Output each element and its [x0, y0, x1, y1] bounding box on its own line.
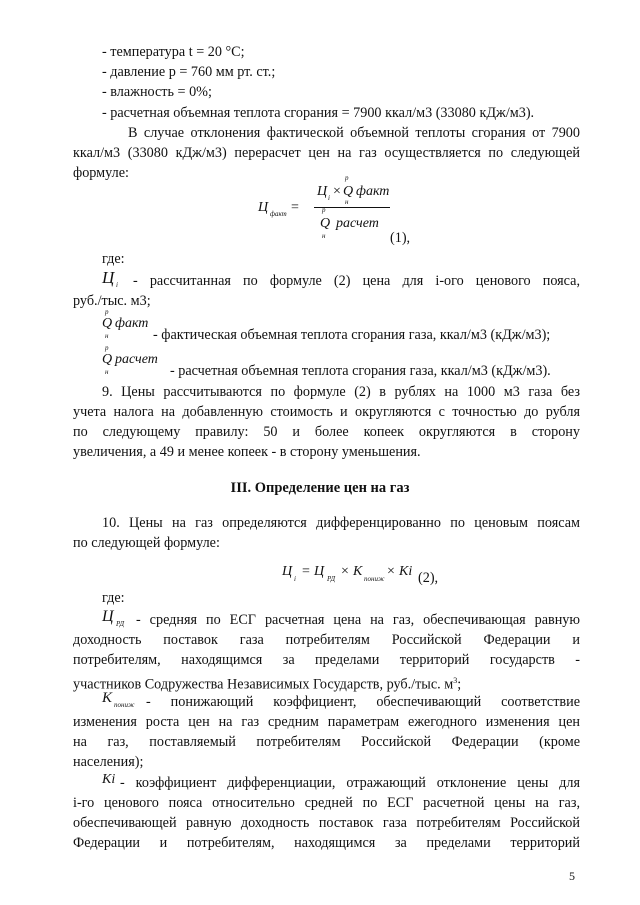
- def2-sub: н: [105, 332, 109, 340]
- where-label: где:: [102, 251, 125, 267]
- def4-line4-sup: 3: [453, 676, 458, 685]
- def1-text-line: - рассчитанная по формуле (2) цена для i-ого ценового пояса,: [133, 273, 580, 289]
- def2-sup: р: [105, 308, 109, 316]
- formula1-num-suffix: факт: [356, 184, 390, 199]
- def4-symbol: Ц: [102, 608, 114, 625]
- formula2-c-sub: РД: [327, 575, 336, 583]
- formula2-lhs-sub: i: [294, 575, 296, 583]
- formula2-ki: Ki: [399, 564, 413, 579]
- formula2-lhs: Ц: [282, 564, 293, 579]
- def3-suffix: расчет: [115, 352, 158, 367]
- def3-sup: р: [105, 344, 109, 352]
- def2-suffix: факт: [115, 316, 149, 331]
- def4-text-line: [73, 672, 461, 694]
- formula1-num-c: Ц: [317, 184, 328, 199]
- formula1-number: (1),: [390, 230, 411, 246]
- def3-text: - расчетная объемная теплота сгорания газа, ккал/м3 (кДж/м3).: [170, 363, 551, 379]
- def4-line4-text: участников Содружества Независимых Государств, руб./тыс. м: [73, 676, 454, 693]
- formula2-equals: =: [302, 564, 310, 579]
- paragraph-recalc-line: формуле:: [73, 165, 129, 181]
- def3-sub: н: [105, 368, 109, 376]
- formula1-den-q-sub: н: [322, 232, 326, 240]
- def6-text-line: - коэффициент дифференциации, отражающий отклонение цены для: [120, 775, 580, 791]
- def6-text-line: i-го ценового пояса относительно средней по ЕСГ расчетной цены на газ,: [73, 795, 580, 811]
- formula1-times: ×: [333, 184, 341, 199]
- def1-symbol-sub: i: [116, 281, 118, 289]
- formula1-num-c-sub: i: [328, 194, 330, 202]
- paragraph-recalc-line: В случае отклонения фактической объемной теплоты сгорания от 7900: [128, 125, 580, 141]
- where-label-2: где:: [102, 590, 125, 606]
- formula2-times-2: ×: [387, 564, 395, 579]
- formula1-num-q-sub: н: [345, 198, 349, 206]
- def2-text: - фактическая объемная теплота сгорания газа, ккал/м3 (кДж/м3);: [153, 327, 551, 343]
- section-heading: III. Определение цен на газ: [230, 480, 410, 496]
- list-item-pressure: - давление р = 760 мм рт. ст.;: [102, 64, 276, 80]
- def4-line4-end: ;: [457, 676, 462, 693]
- def1-text-line: руб./тыс. м3;: [73, 293, 151, 309]
- def5-text-line: - понижающий коэффициент, обеспечивающий соответствие: [146, 694, 580, 710]
- def4-symbol-sub: РД: [116, 620, 125, 628]
- def2-symbol: Q: [102, 316, 113, 331]
- page-number: 5: [569, 869, 575, 883]
- list-item-humidity: - влажность = 0%;: [102, 84, 212, 100]
- formula2-c: Ц: [314, 564, 325, 579]
- list-item-calorific: - расчетная объемная теплота сгорания = 7900 ккал/м3 (33080 кДж/м3).: [102, 105, 535, 121]
- def1-symbol: Ц: [102, 268, 115, 287]
- paragraph-9-line: по следующему правилу: 50 и более копеек округляются в сторону: [73, 424, 580, 440]
- formula2-number: (2),: [418, 570, 439, 586]
- formula1-lhs: Ц: [258, 200, 269, 215]
- def6-text-line: обеспечивающей равную доходность поставок газа потребителям Российской: [73, 815, 580, 831]
- def6-text-line: Федерации и потребителям, находящимся за пределами территорий: [73, 835, 580, 851]
- def5-symbol: K: [102, 690, 113, 706]
- def3-symbol: Q: [102, 352, 113, 367]
- def5-text-line: изменения роста цен на газ средним параметрам ежегодного изменения цен: [73, 714, 580, 730]
- paragraph-recalc-line: ккал/м3 (33080 кДж/м3) перерасчет цен на газ осуществляется по следующей: [73, 145, 580, 161]
- formula1-num-q-sup: р: [345, 174, 349, 182]
- formula2-k-sub: пониж: [364, 575, 385, 583]
- def5-text-line: на газ, поставляемый потребителям Российской Федерации (кроме: [73, 734, 580, 750]
- formula1-den-q: Q: [320, 216, 331, 231]
- paragraph-9-line: 9. Цены рассчитываются по формуле (2) в рублях на 1000 м3 газа без: [102, 384, 580, 400]
- def4-text-line: доходность поставок газа потребителям Российской Федерации и: [73, 632, 580, 648]
- formula1-den-q-sup: р: [322, 206, 326, 214]
- def5-symbol-sub: пониж: [114, 701, 135, 709]
- paragraph-10-line: по следующей формуле:: [73, 535, 220, 551]
- formula1-den-suffix: расчет: [336, 216, 379, 231]
- paragraph-10-line: 10. Цены на газ определяются дифференцированно по ценовым поясам: [102, 515, 580, 531]
- formula1-num-q: Q: [343, 184, 354, 199]
- def4-text-line: потребителям, находящимся за пределами территорий государств -: [73, 652, 580, 668]
- def6-symbol: Ki: [102, 772, 116, 787]
- formula2-times-1: ×: [341, 564, 349, 579]
- list-item-temperature: - температура t = 20 °С;: [102, 44, 245, 60]
- def5-text-line: населения);: [73, 754, 144, 770]
- formula1-lhs-sub: факт: [270, 210, 287, 218]
- def4-text-line: - средняя по ЕСГ расчетная цена на газ, обеспечивающая равную: [136, 612, 580, 628]
- paragraph-9-line: увеличения, а 49 и менее копеек - в сторону уменьшения.: [73, 444, 421, 460]
- paragraph-9-line: учета налога на добавленную стоимость и округляются с точностью до рубля: [73, 404, 580, 420]
- formula2-k: K: [353, 564, 363, 579]
- formula1-equals: =: [291, 200, 299, 215]
